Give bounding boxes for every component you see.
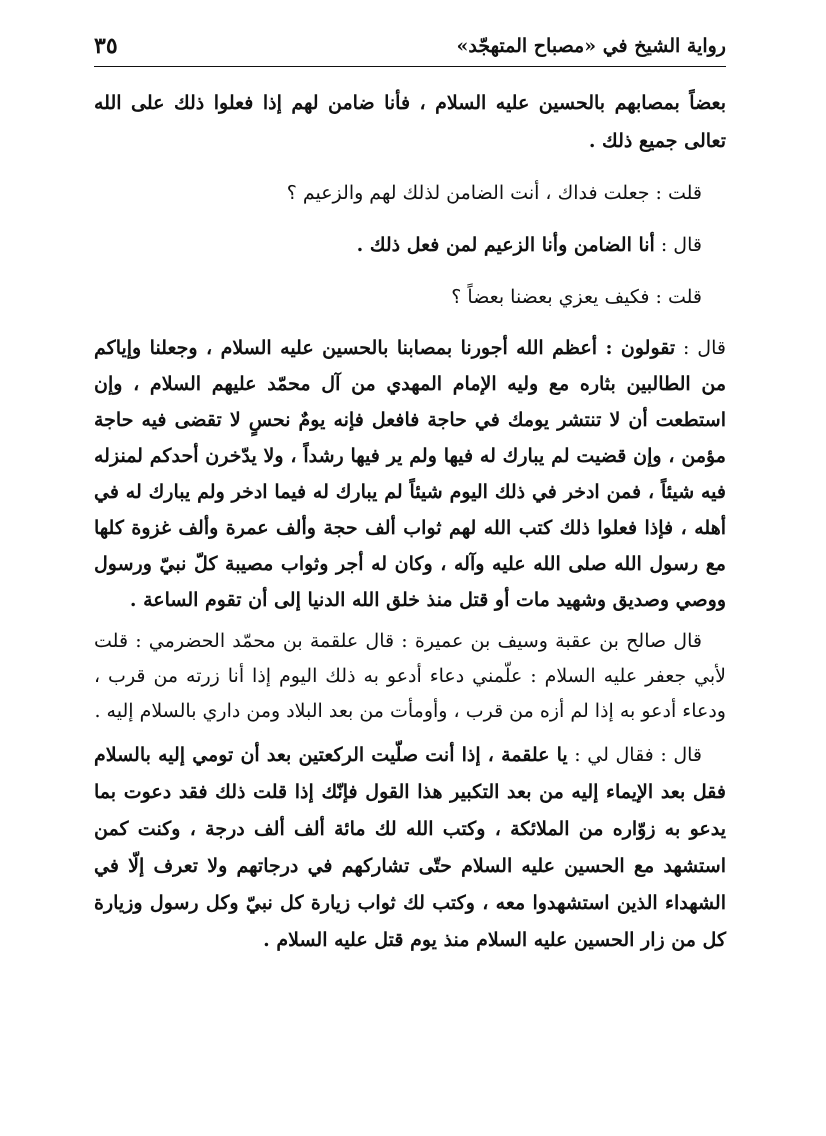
- page-number: ٣٥: [94, 33, 118, 59]
- paragraph-text: فكيف يعزي بعضنا بعضاً ؟: [451, 286, 650, 308]
- speaker-label: قلت :: [649, 182, 702, 204]
- speaker-label: قال :: [654, 234, 702, 256]
- paragraph-text: أنا الضامن وأنا الزعيم لمن فعل ذلك .: [356, 234, 655, 256]
- speaker-label: قال : فقال لي :: [567, 744, 702, 766]
- paragraph-text: تقولون : أعظم الله أجورنا بمصابنا بالحسين عليه السلام ، وجعلنا وإياكم من الطالبين بثاره مع وليه الإمام المهدي من آل محمّد عليهم السلام ، وإن استطعت أن لا تنتشر يومك في حاجة فافعل فإنه يومٌ نحسٍ لا تقضى فيه حاجة مؤمن ، وإن قضيت لم يبارك له فيها ولم ير فيها رشداً ، ولا يدّخرن أحدكم لمنزله فيه شيئاً ، فمن ادخر في ذلك اليوم شيئاً لم يبارك له فيما ادخر ولم يبارك له في أهله ، فإذا فعلوا ذلك كتب الله لهم ثواب ألف حجة وألف عمرة وألف غزوة كلها مع رسول الله صلى الله عليه وآله ، وكان له أجر وثواب مصيبة كلّ نبيّ ورسول ووصي وصديق وشهيد مات أو قتل منذ خلق الله الدنيا إلى أن تقوم الساعة .: [94, 337, 726, 611]
- speaker-label: قلت :: [649, 286, 702, 308]
- paragraph-text: جعلت فداك ، أنت الضامن لذلك لهم والزعيم ؟: [286, 182, 650, 204]
- paragraph-2: [94, 174, 726, 212]
- paragraph-3: [94, 226, 726, 264]
- header-rule: [94, 66, 726, 67]
- page-body: [94, 84, 726, 959]
- paragraph-5: [94, 330, 726, 618]
- paragraph-4: [94, 278, 726, 316]
- paragraph-text: يا علقمة ، إذا أنت صلّيت الركعتين بعد أن تومي إليه بالسلام فقل بعد الإيماء إليه من بعد التكبير هذا القول فإنّك إذا قلت ذلك فقد دعوت بما يدعو به زوّاره من الملائكة ، وكتب الله لك مائة ألف ألف درجة ، وكنت كمن استشهد مع الحسين عليه السلام حتّى تشاركهم في درجاتهم ولا تعرف إلّا في الشهداء الذين استشهدوا معه ، وكتب لك ثواب زيارة كل نبيّ وكل رسول وزيارة كل من زار الحسين عليه السلام منذ يوم قتل عليه السلام .: [94, 744, 726, 951]
- paragraph-7: [94, 737, 726, 959]
- speaker-label: قال :: [675, 337, 726, 359]
- paragraph-1: بعضاً بمصابهم بالحسين عليه السلام ، فأنا ضامن لهم إذا فعلوا ذلك على الله تعالى جميع ذلك .: [94, 92, 726, 152]
- running-title: رواية الشيخ في «مصباح المتهجّد»: [456, 35, 726, 57]
- page-header: [94, 30, 726, 62]
- paragraph-6: قال صالح بن عقبة وسيف بن عميرة : قال علقمة بن محمّد الحضرمي : قلت لأبي جعفر عليه السلام : علّمني دعاء أدعو به ذلك اليوم إذا أنا زرته من قرب ، ودعاء أدعو به إذا لم أزه من قرب ، وأومأت من بعد البلاد ومن داري بالسلام إليه .: [94, 630, 726, 722]
